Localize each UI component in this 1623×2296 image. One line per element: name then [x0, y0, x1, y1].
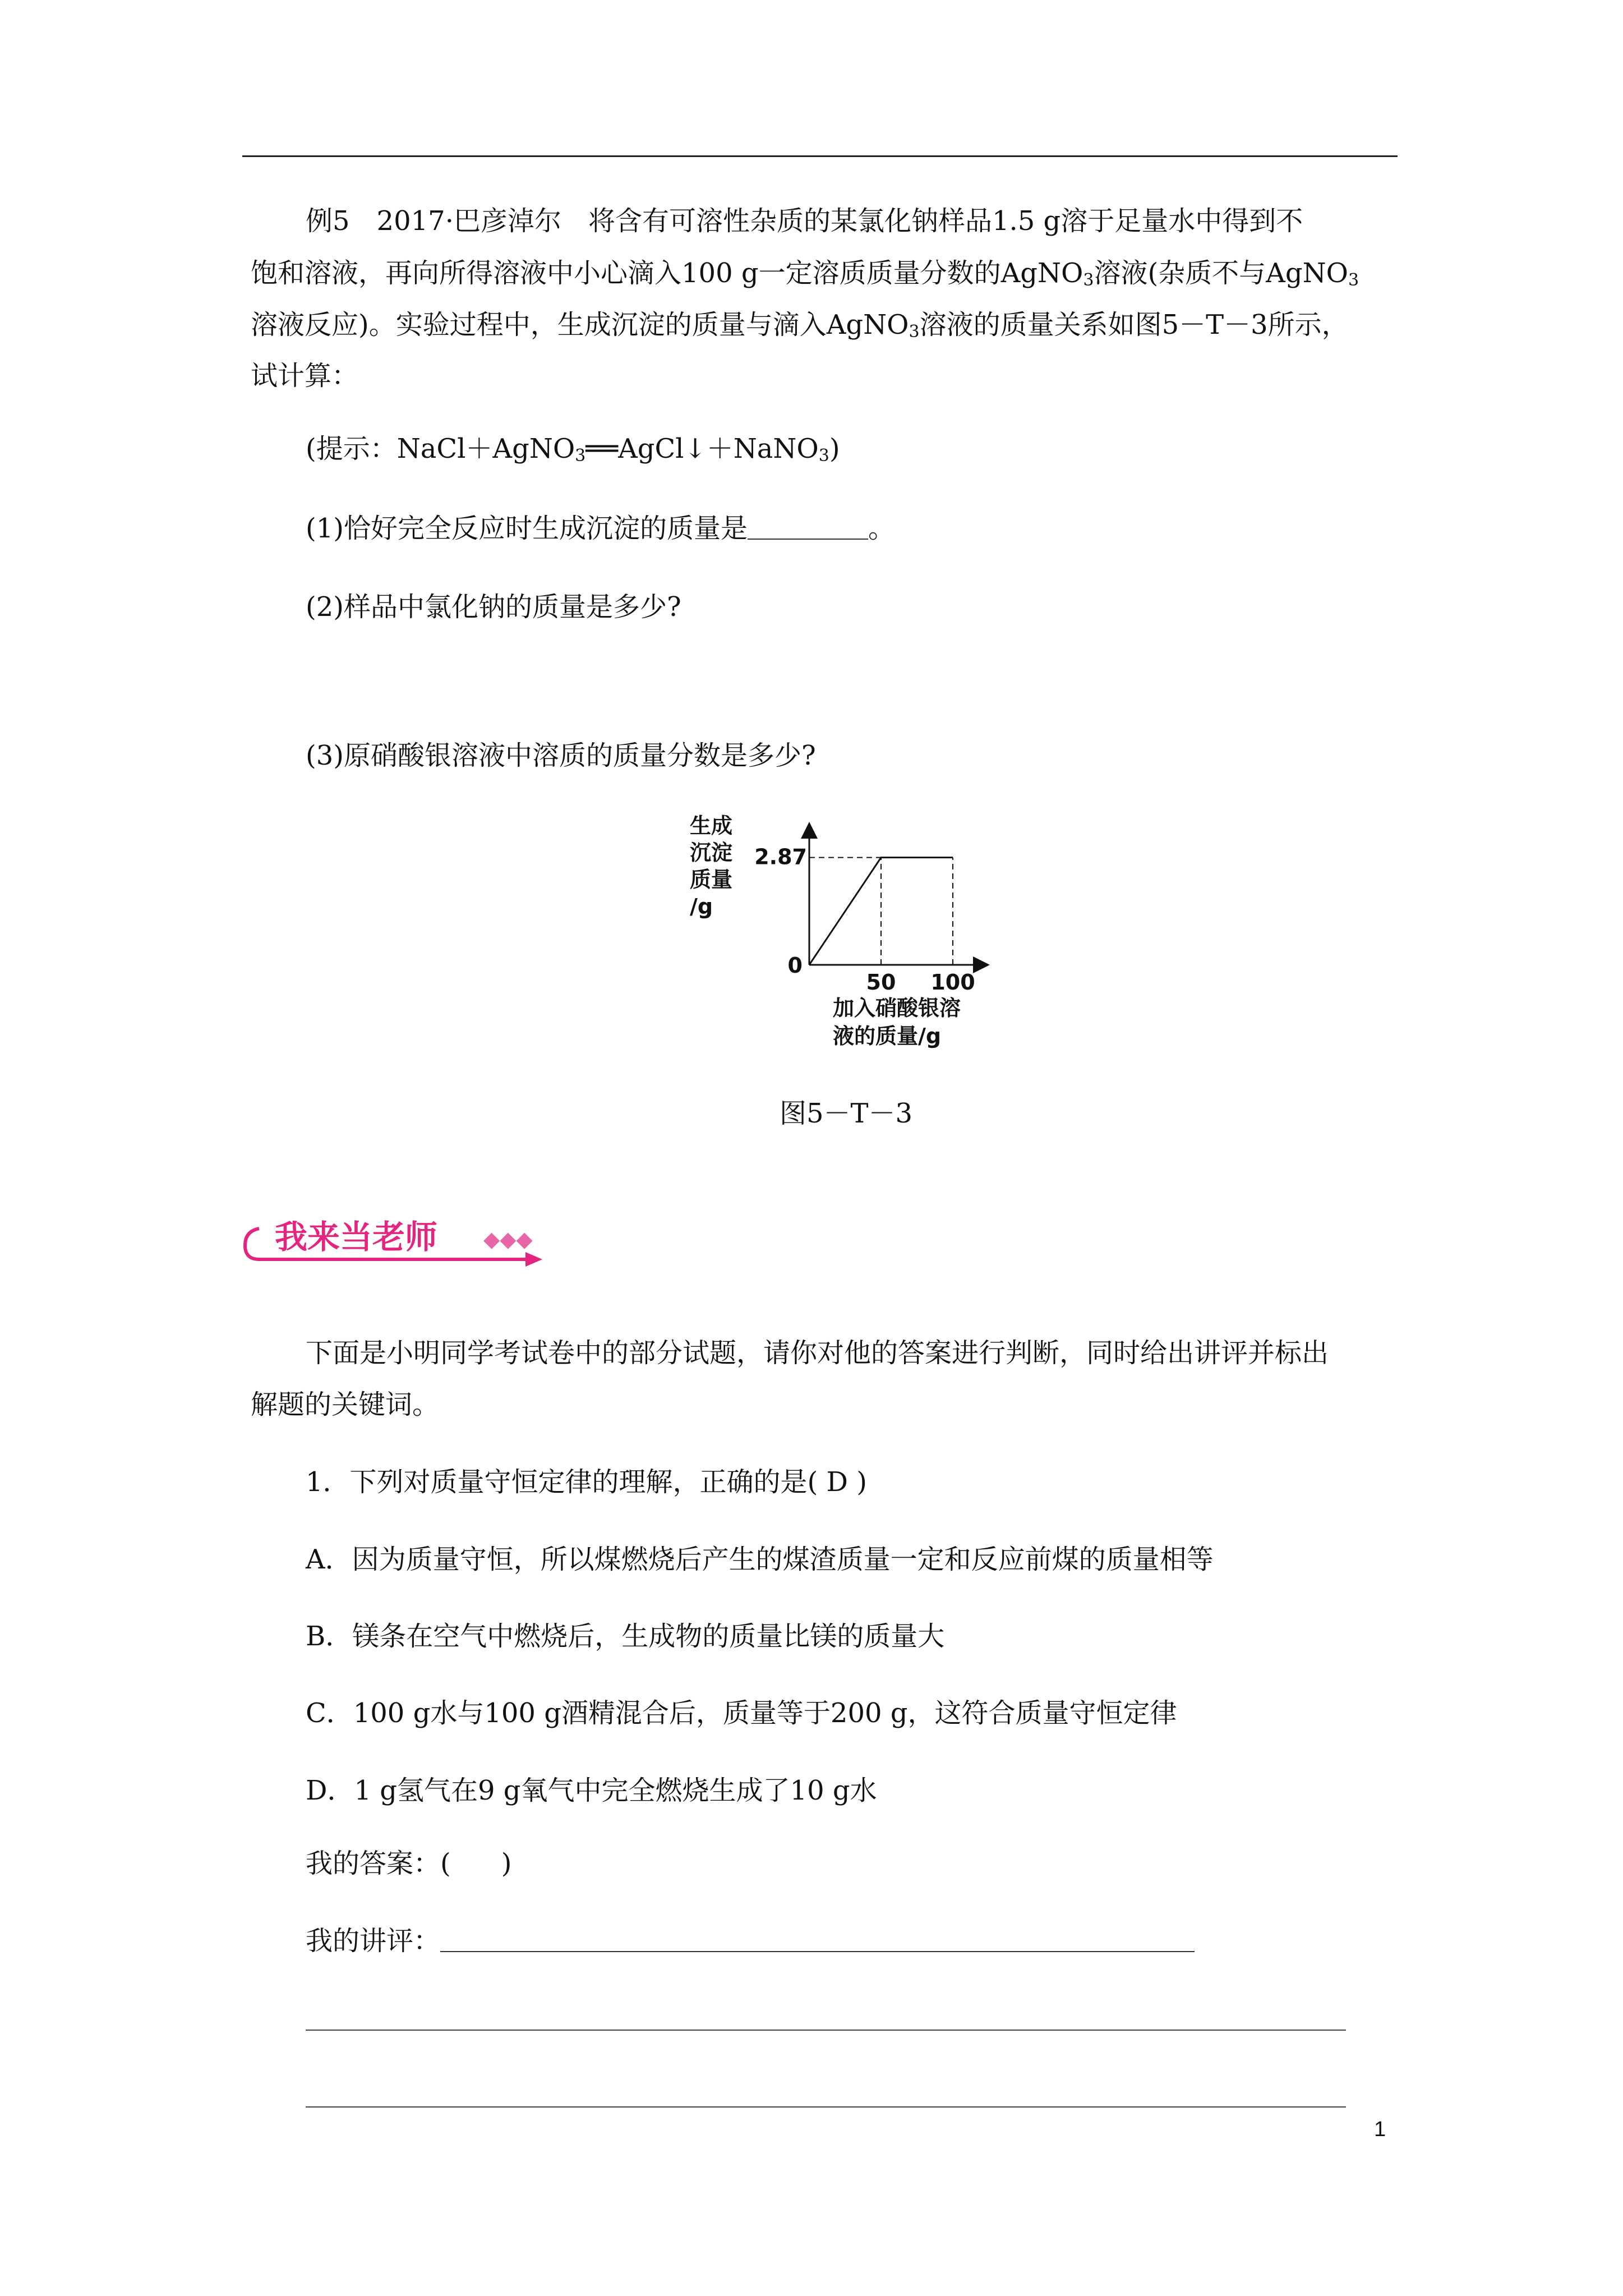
header-rule — [242, 155, 1398, 157]
example-text: 饱和溶液，再向所得溶液中小心滴入100 g一定溶质质量分数的AgNO — [251, 257, 1083, 289]
precipitate-chart — [690, 808, 1049, 1055]
my-comment — [306, 1917, 1195, 1964]
example-text: 溶液反应)。实验过程中，生成沉淀的质量与滴入AgNO — [251, 309, 909, 341]
section-banner — [242, 1206, 590, 1273]
comment-line[interactable] — [306, 2030, 1346, 2031]
question-1 — [306, 505, 895, 552]
x-tick-label: 50 — [866, 970, 896, 995]
mc-question: 1．下列对质量守恒定律的理解，正确的是( D ) — [306, 1466, 867, 1498]
option-c: C．100 g水与100 g酒精混合后，质量等于200 g，这符合质量守恒定律 — [306, 1697, 1177, 1729]
option-a: A．因为质量守恒，所以煤燃烧后产生的煤渣质量一定和反应前煤的质量相等 — [306, 1544, 1214, 1575]
example-line-3 — [251, 301, 1349, 356]
teacher-intro-line-2: 解题的关键词。 — [251, 1389, 440, 1420]
teacher-intro-line-1: 下面是小明同学考试卷中的部分试题，请你对他的答案进行判断，同时给出讲评并标出 — [306, 1337, 1329, 1369]
subscript: 3 — [909, 322, 920, 342]
comment-line[interactable] — [306, 2106, 1346, 2108]
figure-caption: 图5－T－3 — [780, 1098, 913, 1129]
option-d: D．1 g氢气在9 g氧气中完全燃烧生成了10 g水 — [306, 1775, 877, 1806]
subscript: 3 — [818, 446, 829, 466]
question-3: (3)原硝酸银溶液中溶质的质量分数是多少? — [306, 740, 816, 771]
banner-title: 我来当老师 — [275, 1218, 438, 1256]
banner-curve — [245, 1228, 259, 1259]
example-line-2 — [251, 250, 1359, 304]
question-text: (1)恰好完全反应时生成沉淀的质量是 — [306, 513, 748, 544]
example-text: 溶液(杂质不与AgNO — [1094, 257, 1348, 289]
subscript: 3 — [1083, 270, 1094, 290]
page-number: 1 — [1374, 2118, 1386, 2141]
dashed-guides — [809, 858, 953, 965]
hint-text: (提示：NaCl＋AgNO — [306, 433, 575, 464]
y-axis-label — [690, 813, 732, 919]
subscript: 3 — [1348, 270, 1359, 290]
hint-line — [306, 425, 840, 480]
example-text: 溶液的质量关系如图5－T－3所示， — [919, 309, 1349, 341]
comment-line[interactable] — [440, 1923, 1195, 1952]
y-label-line: 生成 — [690, 813, 733, 838]
x-tick-label: 100 — [930, 970, 975, 995]
answer-label: ) — [501, 1848, 512, 1879]
question-text: 。 — [868, 513, 896, 544]
example-line-4: 试计算： — [251, 360, 359, 392]
hint-text: ══AgCl↓＋NaNO — [585, 433, 819, 464]
answer-blank[interactable] — [748, 510, 868, 540]
y-label-line: /g — [690, 894, 713, 919]
option-b: B．镁条在空气中燃烧后，生成物的质量比镁的质量大 — [306, 1621, 945, 1652]
origin-label: 0 — [787, 953, 803, 978]
my-answer — [306, 1840, 511, 1887]
example-text: 例5 2017·巴彦淖尔 将含有可溶性杂质的某氯化钠样品1.5 g溶于足量水中得到不 — [306, 205, 1303, 237]
question-2: (2)样品中氯化钠的质量是多少? — [306, 591, 681, 623]
y-label-line: 沉淀 — [690, 840, 733, 865]
x-label-line: 加入硝酸银溶 — [833, 996, 961, 1020]
y-label-line: 质量 — [690, 867, 733, 892]
diamond-icon: ◆◆◆ — [483, 1227, 533, 1251]
answer-label: 我的答案：( — [306, 1848, 451, 1879]
y-tick-label: 2.87 — [754, 844, 807, 869]
comment-label: 我的讲评： — [306, 1925, 441, 1957]
x-label-line: 液的质量/g — [833, 1024, 942, 1048]
x-axis-label — [833, 996, 961, 1048]
example-line-1 — [306, 197, 1303, 245]
hint-text: ) — [829, 433, 840, 464]
subscript: 3 — [575, 446, 586, 466]
arrow-icon — [525, 1252, 542, 1267]
